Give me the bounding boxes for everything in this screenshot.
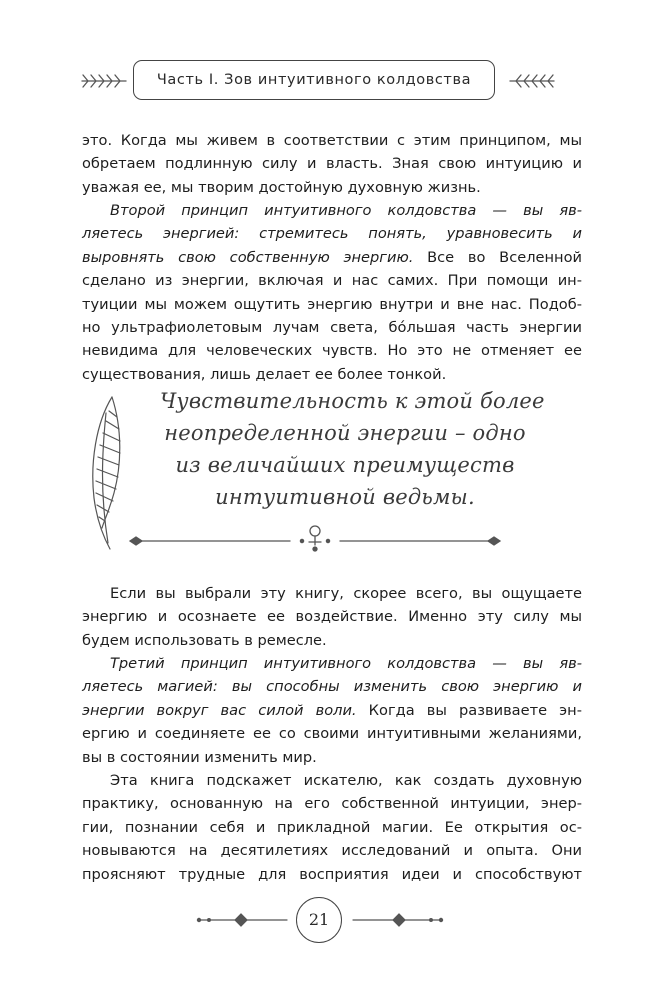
text-line-italic: Второй принцип интуитивного колдовства — вы яв- — [110, 202, 582, 219]
paragraph-continuation — [82, 129, 582, 199]
running-header — [0, 60, 665, 108]
text-line: туиции мы можем ощутить энергию внутри и вне нас. Подоб- — [82, 295, 582, 313]
text-line: ергию и соединяете ее со своими интуитивными желаниями, — [82, 725, 582, 743]
text-line: существования, лишь делает ее более тонкой. — [82, 365, 447, 383]
text-line: невидима для человеческих чувств. Но это не отменяет ее — [82, 342, 582, 360]
paragraph-second-principle — [82, 199, 582, 386]
text-line: Эта книга подскажет искателю, как создать духовную — [110, 772, 582, 789]
text-line-italic: выровнять свою собственную энергию. — [82, 248, 414, 266]
text-line: Если вы выбрали эту книгу, скорее всего, вы ощущаете — [110, 585, 582, 602]
paragraph-third-principle — [82, 652, 582, 769]
text-line: будем использовать в ремесле. — [82, 631, 327, 649]
quote-line: неопределенной энергии – одно — [164, 421, 526, 445]
right-sprig-ornament — [508, 70, 556, 92]
paragraph-book-description — [82, 769, 582, 886]
quote-divider-ornament — [120, 523, 510, 553]
quote-line: Чувствительность к этой более — [160, 389, 545, 413]
page-footer — [0, 895, 665, 945]
text-line: но ультрафиолетовым лучам света, бóльшая часть энергии — [82, 319, 582, 337]
text-line: Когда вы развиваете эн- — [356, 701, 582, 719]
text-line: проясняют трудные для восприятия идеи и способствуют — [82, 865, 582, 883]
text-line: обретаем подлинную силу и власть. Зная свою интуицию и — [82, 155, 582, 173]
text-line-italic: Третий принцип интуитивного колдовства — вы яв- — [110, 655, 582, 672]
left-footer-ornament — [195, 910, 290, 930]
text-line: Все во Вселенной — [413, 248, 582, 266]
text-line: сделано из энергии, включая и нас самих. При помощи ин- — [82, 272, 582, 290]
text-line-italic: ляетесь магией: вы способны изменить свою энергию и — [82, 678, 582, 696]
text-line-italic: ляетесь энергией: стремитесь понять, уравновесить и — [82, 225, 582, 243]
text-line: практику, основанную на его собственной интуиции, энер- — [82, 795, 582, 813]
text-line: новываются на десятилетиях исследований и опыта. Они — [82, 842, 582, 860]
text-line: гии, познании себя и прикладной магии. Ее открытия ос- — [82, 818, 582, 836]
chapter-title: Часть I. Зов интуитивного колдовства — [133, 60, 495, 100]
pull-quote-block — [0, 385, 665, 555]
page-number: 21 — [296, 897, 342, 943]
text-line: это. Когда мы живем в соответствии с этим принципом, мы — [82, 132, 582, 149]
quote-line: из величайших преимуществ — [175, 453, 515, 477]
right-footer-ornament — [350, 910, 445, 930]
quote-line: интуитивной ведьмы. — [215, 485, 475, 509]
pull-quote-text — [160, 385, 545, 513]
text-line: энергию и осознаете ее воздействие. Именно эту силу мы — [82, 608, 582, 626]
text-line: вы в состоянии изменить мир. — [82, 748, 317, 766]
left-sprig-ornament — [80, 70, 128, 92]
text-line: уважая ее, мы творим достойную духовную жизнь. — [82, 178, 481, 196]
text-line-italic: энергии вокруг вас силой воли. — [82, 701, 357, 719]
paragraph-energy — [82, 582, 582, 652]
